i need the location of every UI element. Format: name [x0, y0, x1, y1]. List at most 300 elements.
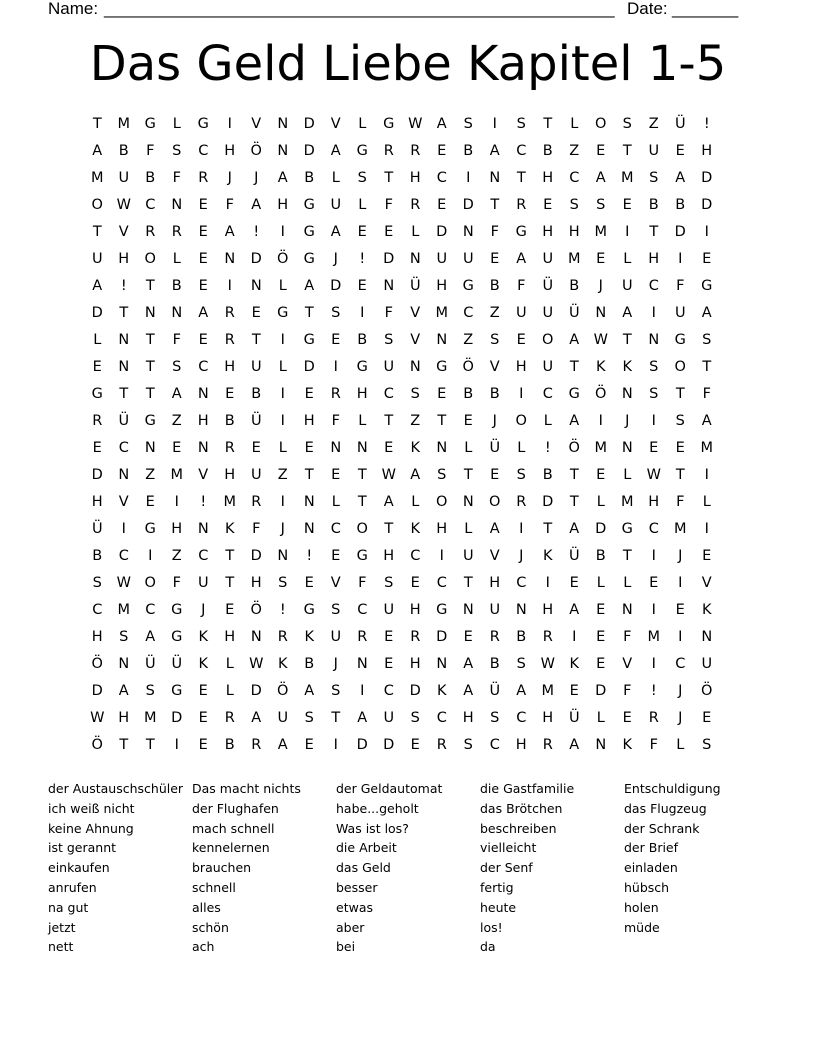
grid-letter: T [516, 170, 526, 186]
grid-letter: Ö [701, 683, 713, 699]
grid-letter: H [568, 224, 580, 240]
grid-letter: ! [120, 278, 127, 294]
grid-letter: H [224, 143, 236, 159]
word-list-item: etwas [336, 899, 373, 915]
word-list-item: heute [480, 899, 517, 915]
grid-letter: D [462, 197, 474, 213]
grid-letter: C [542, 386, 553, 402]
page-title: Das Geld Liebe Kapitel 1-5 [89, 36, 727, 92]
grid-letter: U [277, 710, 289, 726]
grid-letter: G [356, 143, 368, 159]
grid-letter: M [143, 710, 157, 726]
grid-letter: L [702, 494, 711, 510]
grid-letter: I [280, 332, 285, 348]
grid-letter: L [464, 440, 473, 456]
grid-letter: A [330, 143, 341, 159]
grid-letter: Ü [250, 413, 262, 429]
word-list-item: holen [624, 899, 659, 915]
grid-letter: Ü [144, 656, 156, 672]
grid-row [84, 438, 720, 465]
grid-letter: C [330, 521, 341, 537]
grid-letter: J [201, 602, 206, 618]
grid-letter: C [118, 548, 129, 564]
grid-letter: H [356, 386, 368, 402]
grid-letter: R [542, 629, 553, 645]
grid-letter: D [91, 467, 103, 483]
grid-letter: M [117, 602, 130, 618]
grid-letter: T [119, 386, 129, 402]
grid-letter: M [170, 467, 183, 483]
grid-letter: N [462, 224, 474, 240]
grid-letter: R [410, 629, 421, 645]
grid-letter: A [198, 305, 209, 321]
grid-letter: Z [145, 467, 156, 483]
grid-letter: S [437, 467, 447, 483]
grid-letter: T [145, 278, 155, 294]
grid-letter: C [436, 170, 447, 186]
word-list-item: brauchen [192, 860, 252, 876]
grid-letter: M [223, 494, 236, 510]
grid-letter: I [519, 521, 524, 537]
grid-letter: H [118, 251, 130, 267]
grid-letter: W [646, 467, 661, 483]
grid-letter: H [303, 413, 315, 429]
grid-letter: G [171, 629, 183, 645]
grid-letter: ! [544, 440, 551, 456]
grid-letter: E [384, 629, 394, 645]
grid-letter: F [172, 170, 181, 186]
grid-letter: S [516, 656, 526, 672]
grid-letter: R [224, 332, 235, 348]
grid-letter: F [384, 305, 393, 321]
grid-letter: I [519, 386, 524, 402]
grid-letter: D [303, 116, 315, 132]
word-list-item: ich weiß nicht [48, 800, 135, 816]
grid-letter: O [515, 413, 527, 429]
grid-letter: E [596, 251, 606, 267]
grid-letter: N [171, 197, 183, 213]
word-list-item: schön [192, 919, 229, 935]
grid-letter: F [490, 224, 499, 240]
grid-letter: S [172, 143, 182, 159]
grid-letter: E [92, 359, 102, 375]
word-list-item: Entschuldigung [624, 781, 721, 796]
grid-letter: T [384, 413, 394, 429]
word-list-item: der Brief [624, 840, 679, 856]
grid-letter: I [333, 359, 338, 375]
word-list-item: bei [336, 939, 356, 955]
grid-letter: B [648, 197, 659, 213]
grid-letter: W [249, 656, 264, 672]
grid-letter: G [277, 305, 289, 321]
grid-letter: N [409, 359, 421, 375]
grid-letter: T [622, 332, 632, 348]
grid-letter: N [303, 494, 315, 510]
grid-letter: Ö [595, 386, 607, 402]
grid-letter: N [330, 440, 342, 456]
grid-letter: S [331, 602, 341, 618]
grid-letter: N [197, 521, 209, 537]
grid-letter: B [92, 548, 103, 564]
grid-letter: C [198, 143, 209, 159]
grid-letter: E [596, 143, 606, 159]
grid-letter: H [515, 737, 527, 753]
grid-letter: B [463, 386, 474, 402]
grid-letter: S [463, 116, 473, 132]
grid-letter: E [384, 440, 394, 456]
grid-letter: B [304, 170, 315, 186]
grid-letter: A [569, 602, 580, 618]
grid-letter: I [280, 413, 285, 429]
grid-letter: A [569, 521, 580, 537]
grid-letter: N [595, 737, 607, 753]
grid-letter: A [569, 332, 580, 348]
grid-letter: G [515, 224, 527, 240]
grid-letter: A [569, 413, 580, 429]
grid-letter: F [517, 278, 526, 294]
grid-letter: G [436, 602, 448, 618]
grid-letter: D [436, 224, 448, 240]
grid-letter: E [331, 467, 341, 483]
grid-row [84, 735, 720, 762]
grid-letter: L [464, 521, 473, 537]
grid-letter: K [277, 656, 288, 672]
grid-row [84, 330, 720, 357]
grid-letter: E [490, 251, 500, 267]
grid-letter: T [225, 575, 235, 591]
grid-letter: E [225, 386, 235, 402]
word-list-item: Was ist los? [336, 820, 409, 836]
grid-letter: H [224, 467, 236, 483]
grid-letter: D [701, 170, 713, 186]
grid-letter: J [254, 170, 259, 186]
grid-letter: Ö [91, 656, 103, 672]
grid-letter: I [148, 548, 153, 564]
grid-letter: Z [489, 305, 500, 321]
grid-letter: Ü [674, 116, 686, 132]
grid-letter: T [437, 413, 447, 429]
grid-letter: R [251, 737, 262, 753]
grid-letter: C [675, 656, 686, 672]
grid-letter: A [92, 143, 103, 159]
grid-letter: S [622, 116, 632, 132]
grid-letter: D [701, 197, 713, 213]
grid-letter: S [702, 737, 712, 753]
grid-letter: S [92, 575, 102, 591]
grid-letter: D [356, 737, 368, 753]
grid-letter: E [172, 440, 182, 456]
grid-letter: O [595, 116, 607, 132]
grid-letter: B [224, 737, 235, 753]
grid-letter: D [542, 494, 554, 510]
grid-letter: F [623, 683, 632, 699]
grid-letter: T [92, 116, 102, 132]
grid-letter: ! [279, 602, 286, 618]
grid-letter: F [331, 413, 340, 429]
word-list-item: da [480, 939, 496, 955]
grid-letter: T [702, 359, 712, 375]
grid-letter: U [436, 251, 448, 267]
grid-letter: C [145, 197, 156, 213]
word-list-item: alles [192, 899, 221, 915]
grid-letter: U [330, 197, 342, 213]
grid-letter: F [146, 143, 155, 159]
grid-letter: D [91, 683, 103, 699]
word-column [192, 779, 336, 957]
grid-letter: I [360, 683, 365, 699]
grid-letter: E [702, 251, 712, 267]
grid-letter: E [463, 629, 473, 645]
grid-letter: G [621, 521, 633, 537]
grid-letter: F [384, 197, 393, 213]
grid-letter: H [409, 656, 421, 672]
grid-letter: T [145, 386, 155, 402]
grid-letter: D [91, 305, 103, 321]
grid-letter: U [197, 575, 209, 591]
grid-letter: E [702, 548, 712, 564]
word-list-item: einkaufen [48, 860, 110, 876]
grid-letter: I [174, 737, 179, 753]
grid-letter: G [383, 116, 395, 132]
grid-letter: H [436, 521, 448, 537]
grid-letter: U [462, 548, 474, 564]
grid-letter: S [410, 710, 420, 726]
grid-letter: C [489, 737, 500, 753]
grid-letter: E [463, 413, 473, 429]
grid-letter: T [543, 521, 553, 537]
grid-letter: R [330, 386, 341, 402]
grid-row [84, 384, 720, 411]
grid-letter: L [623, 467, 632, 483]
grid-letter: V [251, 116, 262, 132]
grid-letter: Ö [568, 440, 580, 456]
grid-row [84, 573, 720, 600]
grid-letter: U [489, 602, 501, 618]
grid-letter: N [436, 332, 448, 348]
grid-letter: V [489, 548, 500, 564]
grid-letter: R [516, 494, 527, 510]
grid-letter: I [651, 305, 656, 321]
word-list-item: hübsch [624, 879, 670, 895]
grid-letter: M [594, 224, 607, 240]
grid-letter: O [542, 332, 554, 348]
grid-letter: I [439, 548, 444, 564]
grid-letter: A [516, 251, 527, 267]
grid-letter: ! [359, 251, 366, 267]
grid-letter: J [678, 548, 683, 564]
grid-letter: A [145, 629, 156, 645]
grid-letter: H [489, 575, 501, 591]
grid-letter: S [675, 413, 685, 429]
grid-letter: L [225, 656, 234, 672]
grid-letter: M [647, 629, 660, 645]
grid-letter: M [673, 521, 687, 537]
grid-letter: K [198, 629, 208, 645]
grid-letter: J [492, 413, 497, 429]
letter-grid [84, 114, 720, 762]
grid-letter: S [410, 386, 420, 402]
grid-letter: E [384, 656, 394, 672]
grid-letter: N [277, 143, 289, 159]
grid-letter: E [596, 656, 606, 672]
grid-letter: I [678, 629, 683, 645]
grid-row [84, 708, 720, 735]
grid-letter: A [357, 710, 368, 726]
word-list-item: habe...geholt [336, 800, 419, 816]
grid-letter: H [277, 197, 289, 213]
word-column [48, 779, 192, 957]
grid-letter: T [145, 737, 155, 753]
grid-letter: L [225, 683, 234, 699]
grid-letter: E [198, 683, 208, 699]
word-list-item: beschreiben [480, 820, 557, 836]
word-list-item: der Flughafen [192, 800, 279, 816]
grid-letter: E [251, 305, 261, 321]
grid-letter: A [304, 683, 315, 699]
grid-letter: E [198, 197, 208, 213]
grid-letter: G [356, 548, 368, 564]
grid-letter: E [675, 440, 685, 456]
grid-letter: K [410, 521, 420, 537]
grid-letter: E [331, 332, 341, 348]
grid-letter: F [702, 386, 711, 402]
grid-letter: I [280, 494, 285, 510]
grid-letter: U [542, 359, 554, 375]
grid-letter: E [649, 440, 659, 456]
grid-row [84, 303, 720, 330]
grid-letter: I [466, 170, 471, 186]
grid-letter: B [489, 386, 500, 402]
grid-letter: B [463, 143, 474, 159]
grid-letter: C [145, 602, 156, 618]
grid-letter: N [436, 440, 448, 456]
grid-letter: C [436, 575, 447, 591]
grid-letter: T [251, 332, 261, 348]
word-list-item: die Arbeit [336, 840, 397, 856]
grid-letter: Z [277, 467, 288, 483]
grid-letter: L [596, 575, 605, 591]
grid-letter: K [542, 548, 553, 564]
grid-letter: W [540, 656, 555, 672]
grid-letter: L [278, 278, 287, 294]
grid-letter: T [357, 467, 367, 483]
grid-letter: T [569, 467, 579, 483]
grid-letter: I [598, 413, 603, 429]
grid-letter: R [436, 737, 447, 753]
grid-letter: A [622, 305, 633, 321]
grid-letter: S [463, 737, 473, 753]
grid-row [84, 195, 720, 222]
grid-letter: L [331, 494, 340, 510]
grid-letter: B [489, 278, 500, 294]
grid-letter: S [649, 359, 659, 375]
grid-letter: E [145, 494, 155, 510]
grid-letter: G [144, 521, 156, 537]
word-list-item: müde [624, 919, 660, 935]
grid-letter: D [303, 359, 315, 375]
grid-letter: A [569, 737, 580, 753]
grid-letter: C [357, 602, 368, 618]
grid-letter: E [225, 602, 235, 618]
grid-letter: ! [703, 116, 710, 132]
grid-letter: Z [569, 143, 580, 159]
grid-letter: Ü [542, 278, 554, 294]
grid-row [84, 627, 720, 654]
grid-letter: R [171, 224, 182, 240]
grid-letter: I [625, 224, 630, 240]
grid-letter: D [595, 683, 607, 699]
grid-letter: Z [171, 548, 182, 564]
grid-letter: E [543, 197, 553, 213]
grid-letter: H [542, 224, 554, 240]
grid-letter: U [542, 305, 554, 321]
grid-letter: C [198, 548, 209, 564]
grid-letter: C [383, 683, 394, 699]
grid-letter: C [569, 170, 580, 186]
grid-letter: M [90, 170, 104, 186]
grid-row [84, 492, 720, 519]
grid-letter: E [198, 224, 208, 240]
grid-letter: B [224, 413, 235, 429]
grid-letter: B [675, 197, 686, 213]
grid-letter: G [144, 413, 156, 429]
grid-letter: I [651, 413, 656, 429]
grid-letter: B [516, 629, 527, 645]
grid-letter: A [675, 170, 686, 186]
grid-letter: F [225, 197, 234, 213]
grid-letter: B [595, 548, 606, 564]
word-column [624, 779, 768, 957]
grid-letter: E [198, 737, 208, 753]
grid-letter: O [436, 494, 448, 510]
grid-letter: S [304, 710, 314, 726]
grid-letter: T [384, 170, 394, 186]
grid-letter: W [408, 116, 423, 132]
grid-letter: W [90, 710, 105, 726]
grid-letter: ! [650, 683, 657, 699]
grid-letter: U [250, 467, 262, 483]
grid-letter: N [250, 278, 262, 294]
grid-letter: U [383, 602, 395, 618]
grid-letter: Ü [489, 683, 501, 699]
grid-letter: B [489, 656, 500, 672]
grid-letter: N [701, 629, 713, 645]
grid-letter: N [462, 494, 474, 510]
grid-letter: G [91, 386, 103, 402]
grid-letter: W [116, 197, 131, 213]
grid-letter: Ü [568, 305, 580, 321]
grid-letter: D [436, 629, 448, 645]
grid-letter: S [384, 575, 394, 591]
grid-letter: U [383, 359, 395, 375]
grid-letter: I [492, 116, 497, 132]
grid-letter: F [676, 494, 685, 510]
grid-letter: Z [410, 413, 421, 429]
grid-letter: C [92, 602, 103, 618]
grid-letter: G [303, 602, 315, 618]
grid-letter: B [542, 467, 553, 483]
grid-letter: I [651, 548, 656, 564]
grid-letter: V [198, 467, 209, 483]
grid-letter: N [356, 440, 368, 456]
grid-letter: N [621, 602, 633, 618]
grid-letter: N [303, 521, 315, 537]
grid-letter: U [515, 305, 527, 321]
grid-letter: I [174, 494, 179, 510]
grid-letter: I [704, 521, 709, 537]
grid-letter: S [331, 305, 341, 321]
grid-letter: A [489, 521, 500, 537]
